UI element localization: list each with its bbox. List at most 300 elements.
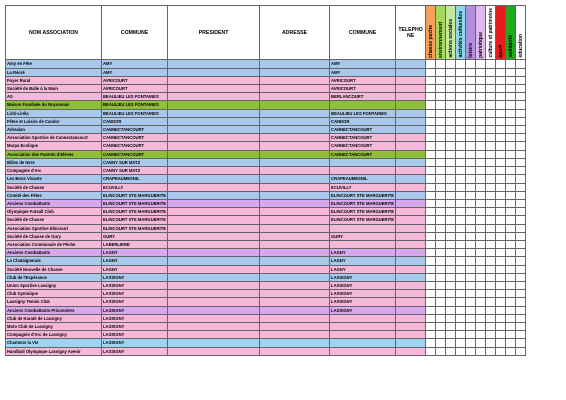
category-check-cell [426, 150, 436, 158]
category-check-cell [486, 85, 496, 93]
category-check-cell [516, 134, 526, 142]
category-check-cell [456, 306, 466, 314]
category-check-cell [516, 331, 526, 339]
category-check-cell [476, 290, 486, 298]
address-cell [260, 60, 330, 68]
address-cell [260, 232, 330, 240]
category-check-cell [446, 101, 456, 109]
president-cell [168, 322, 260, 330]
commune-address-cell [330, 224, 396, 232]
category-check-cell [466, 273, 476, 281]
category-check-cell [446, 150, 456, 158]
category-check-cell [516, 175, 526, 183]
association-name: Chantons la Vie [6, 339, 102, 347]
commune-address-cell [330, 158, 396, 166]
category-check-cell [516, 314, 526, 322]
category-check-cell [486, 290, 496, 298]
category-check-cell [496, 208, 506, 216]
category-check-cell [436, 85, 446, 93]
president-cell [168, 199, 260, 207]
table-row [6, 290, 526, 298]
table-row [6, 240, 526, 248]
president-cell [168, 183, 260, 191]
category-check-cell [446, 142, 456, 150]
commune-address-cell: LASSIGNY [330, 290, 396, 298]
category-check-cell [426, 224, 436, 232]
category-check-cell [456, 331, 466, 339]
category-check-cell [496, 257, 506, 265]
association-name: Fêtes et Loisirs de Candor [6, 117, 102, 125]
category-check-cell [466, 150, 476, 158]
table-row [6, 76, 526, 84]
category-check-cell [426, 126, 436, 134]
association-name: Anciens Combattants [6, 199, 102, 207]
commune-cell: CANNY SUR MATZ [102, 158, 168, 166]
president-cell [168, 158, 260, 166]
commune-cell: LASSIGNY [102, 314, 168, 322]
category-check-cell [426, 281, 436, 289]
category-check-cell [506, 76, 516, 84]
category-check-cell [506, 224, 516, 232]
category-check-cell [486, 142, 496, 150]
category-check-cell [476, 85, 486, 93]
category-check-cell [506, 60, 516, 68]
address-cell [260, 216, 330, 224]
president-cell [168, 126, 260, 134]
category-check-cell [486, 134, 496, 142]
category-check-cell [436, 290, 446, 298]
category-check-cell [506, 85, 516, 93]
category-check-cell [506, 117, 516, 125]
category-check-cell [446, 199, 456, 207]
commune-cell: CANDOR [102, 117, 168, 125]
category-check-cell [426, 257, 436, 265]
category-check-cell [446, 85, 456, 93]
table-row [6, 60, 526, 68]
category-check-cell [506, 281, 516, 289]
category-check-cell [506, 347, 516, 355]
association-name: Association des Parents d'Elèves [6, 150, 102, 158]
category-check-cell [446, 249, 456, 257]
category-check-cell [426, 208, 436, 216]
association-name: Club Gymnique [6, 290, 102, 298]
category-check-cell [506, 249, 516, 257]
category-check-cell [466, 117, 476, 125]
category-check-cell [436, 314, 446, 322]
category-check-cell [506, 199, 516, 207]
commune-address-cell [330, 101, 396, 109]
table-row [6, 249, 526, 257]
category-check-cell [456, 109, 466, 117]
category-check-cell [506, 240, 516, 248]
category-check-cell [446, 134, 456, 142]
category-check-cell [496, 150, 506, 158]
commune-cell: BEAULIEU LES FONTAINES [102, 101, 168, 109]
president-cell [168, 93, 260, 101]
category-check-cell [446, 183, 456, 191]
table-row [6, 183, 526, 191]
category-check-cell [436, 134, 446, 142]
category-check-cell [446, 93, 456, 101]
president-cell [168, 281, 260, 289]
category-check-cell [476, 150, 486, 158]
category-check-cell [426, 109, 436, 117]
president-cell [168, 216, 260, 224]
category-check-cell [466, 76, 476, 84]
category-check-cell [476, 183, 486, 191]
category-check-cell [426, 68, 436, 76]
president-cell [168, 232, 260, 240]
category-check-cell [446, 126, 456, 134]
category-check-cell [466, 142, 476, 150]
category-check-cell [426, 314, 436, 322]
category-check-cell [506, 306, 516, 314]
category-check-cell [486, 265, 496, 273]
commune-cell: LASSIGNY [102, 273, 168, 281]
address-cell [260, 273, 330, 281]
table-row [6, 331, 526, 339]
category-check-cell [496, 167, 506, 175]
category-check-cell [436, 208, 446, 216]
header-president: PRESIDENT [168, 6, 260, 60]
category-check-cell [436, 339, 446, 347]
category-check-cell [476, 167, 486, 175]
address-cell [260, 117, 330, 125]
phone-cell [396, 331, 426, 339]
phone-cell [396, 76, 426, 84]
association-name: Anciens Combattants-Prisonniers [6, 306, 102, 314]
category-check-cell [516, 167, 526, 175]
phone-cell [396, 273, 426, 281]
category-check-cell [456, 257, 466, 265]
category-check-cell [426, 199, 436, 207]
category-check-cell [496, 249, 506, 257]
phone-cell [396, 68, 426, 76]
category-check-cell [486, 76, 496, 84]
table-row [6, 314, 526, 322]
category-check-cell [506, 298, 516, 306]
category-check-cell [456, 208, 466, 216]
address-cell [260, 208, 330, 216]
category-check-cell [426, 158, 436, 166]
header-commune-2: COMMUNE [330, 6, 396, 60]
category-check-cell [486, 347, 496, 355]
header-category-patriotique [476, 6, 486, 60]
category-check-cell [446, 175, 456, 183]
category-check-cell [496, 117, 506, 125]
header-category-culture-patrimoine [486, 6, 496, 60]
category-check-cell [486, 257, 496, 265]
category-check-cell [426, 85, 436, 93]
category-check-cell [476, 224, 486, 232]
category-check-cell [486, 175, 496, 183]
category-check-cell [426, 322, 436, 330]
president-cell [168, 314, 260, 322]
header-category-activites-culturelles [456, 6, 466, 60]
category-check-cell [486, 208, 496, 216]
category-check-cell [466, 68, 476, 76]
category-check-cell [456, 134, 466, 142]
president-cell [168, 117, 260, 125]
association-name: Liriti-Liréla [6, 109, 102, 117]
category-check-cell [476, 191, 486, 199]
commune-address-cell: GURY [330, 232, 396, 240]
category-check-cell [456, 85, 466, 93]
category-check-cell [466, 158, 476, 166]
category-check-cell [476, 60, 486, 68]
category-check-cell [516, 216, 526, 224]
category-check-cell [516, 347, 526, 355]
address-cell [260, 257, 330, 265]
table-row [6, 281, 526, 289]
category-check-cell [446, 240, 456, 248]
table-row [6, 93, 526, 101]
address-cell [260, 339, 330, 347]
category-check-cell [426, 142, 436, 150]
association-name: Les Bons Vivants [6, 175, 102, 183]
commune-cell: AMY [102, 60, 168, 68]
category-check-cell [506, 101, 516, 109]
category-check-cell [486, 167, 496, 175]
category-check-cell [436, 117, 446, 125]
phone-cell [396, 322, 426, 330]
president-cell [168, 60, 260, 68]
category-check-cell [426, 298, 436, 306]
header-category-solidarite [506, 6, 516, 60]
category-check-cell [476, 93, 486, 101]
category-check-cell [516, 158, 526, 166]
association-name: Amy en Fête [6, 60, 102, 68]
commune-address-cell [330, 339, 396, 347]
category-check-cell [506, 339, 516, 347]
phone-cell [396, 232, 426, 240]
category-check-cell [496, 273, 506, 281]
category-check-cell [456, 150, 466, 158]
table-row [6, 126, 526, 134]
category-check-cell [506, 142, 516, 150]
category-check-cell [476, 117, 486, 125]
commune-cell: LABERLIERE [102, 240, 168, 248]
address-cell [260, 224, 330, 232]
commune-address-cell: AMY [330, 60, 396, 68]
commune-cell: LAGNY [102, 249, 168, 257]
category-check-cell [456, 314, 466, 322]
category-check-cell [436, 60, 446, 68]
category-check-cell [436, 331, 446, 339]
category-check-cell [506, 183, 516, 191]
category-check-cell [466, 265, 476, 273]
category-check-cell [446, 232, 456, 240]
category-check-cell [486, 249, 496, 257]
category-check-cell [516, 183, 526, 191]
association-name: Compagnie d'Arc [6, 167, 102, 175]
header-category-education [516, 6, 526, 60]
category-check-cell [486, 191, 496, 199]
category-check-cell [476, 281, 486, 289]
category-check-cell [426, 191, 436, 199]
category-check-cell [506, 232, 516, 240]
category-check-cell [506, 257, 516, 265]
category-check-cell [496, 93, 506, 101]
category-check-cell [436, 68, 446, 76]
category-check-cell [456, 158, 466, 166]
commune-cell: GURY [102, 232, 168, 240]
category-check-cell [446, 281, 456, 289]
category-check-cell [436, 306, 446, 314]
category-check-cell [456, 265, 466, 273]
category-check-cell [466, 175, 476, 183]
category-check-cell [476, 265, 486, 273]
association-name: Société de Balle à la Main [6, 85, 102, 93]
category-check-cell [456, 199, 466, 207]
association-name: Association Sportive Elincourt [6, 224, 102, 232]
category-check-cell [426, 232, 436, 240]
category-check-cell [476, 339, 486, 347]
phone-cell [396, 158, 426, 166]
category-check-cell [446, 191, 456, 199]
category-check-cell [476, 76, 486, 84]
address-cell [260, 191, 330, 199]
category-check-cell [466, 331, 476, 339]
phone-cell [396, 290, 426, 298]
commune-cell: LASSIGNY [102, 331, 168, 339]
table-row [6, 101, 526, 109]
commune-cell: LASSIGNY [102, 322, 168, 330]
category-check-cell [446, 331, 456, 339]
category-check-cell [506, 158, 516, 166]
category-check-cell [456, 339, 466, 347]
category-check-cell [436, 76, 446, 84]
category-check-cell [446, 216, 456, 224]
commune-address-cell: ELINCOURT STE MARGUERITE [331, 217, 395, 223]
category-check-cell [456, 232, 466, 240]
header-category-label: éducation [517, 33, 524, 58]
category-check-cell [426, 273, 436, 281]
category-check-cell [436, 191, 446, 199]
president-cell [168, 68, 260, 76]
category-check-cell [446, 109, 456, 117]
phone-cell [396, 142, 426, 150]
category-check-cell [486, 216, 496, 224]
president-cell [168, 109, 260, 117]
category-check-cell [486, 331, 496, 339]
category-check-cell [496, 134, 506, 142]
category-check-cell [456, 240, 466, 248]
category-check-cell [446, 265, 456, 273]
category-check-cell [516, 322, 526, 330]
category-check-cell [436, 93, 446, 101]
header-category-label: patriotique [477, 31, 484, 58]
category-check-cell [516, 208, 526, 216]
category-check-cell [516, 298, 526, 306]
category-check-cell [446, 76, 456, 84]
category-check-cell [466, 339, 476, 347]
president-cell [168, 339, 260, 347]
category-check-cell [466, 93, 476, 101]
category-check-cell [476, 331, 486, 339]
table-row [6, 257, 526, 265]
category-check-cell [516, 150, 526, 158]
association-table [5, 5, 526, 356]
commune-address-cell: CANNECTANCOURT [330, 150, 396, 158]
category-check-cell [496, 265, 506, 273]
president-cell [168, 150, 260, 158]
category-check-cell [516, 240, 526, 248]
category-check-cell [496, 216, 506, 224]
president-cell [168, 290, 260, 298]
table-body [6, 60, 526, 355]
commune-address-cell: ELINCOURT STE MARGUERITE [331, 192, 395, 198]
category-check-cell [496, 199, 506, 207]
phone-cell [396, 175, 426, 183]
category-check-cell [476, 257, 486, 265]
category-check-cell [456, 142, 466, 150]
address-cell [260, 290, 330, 298]
table-row [6, 322, 526, 330]
address-cell [260, 265, 330, 273]
category-check-cell [496, 347, 506, 355]
commune-address-cell: AVRICOURT [330, 76, 396, 84]
category-check-cell [496, 298, 506, 306]
category-check-cell [456, 216, 466, 224]
phone-cell [396, 257, 426, 265]
category-check-cell [426, 76, 436, 84]
address-cell [260, 322, 330, 330]
category-check-cell [506, 68, 516, 76]
header-category-loisirs [466, 6, 476, 60]
category-check-cell [506, 134, 516, 142]
phone-cell [396, 167, 426, 175]
category-check-cell [516, 101, 526, 109]
association-sheet [5, 5, 526, 356]
commune-cell: ELINCOURT STE MARGUERITE [103, 192, 167, 198]
commune-cell: LASSIGNY [102, 306, 168, 314]
category-check-cell [476, 249, 486, 257]
category-check-cell [506, 167, 516, 175]
category-check-cell [436, 109, 446, 117]
category-check-cell [466, 257, 476, 265]
address-cell [260, 68, 330, 76]
commune-address-cell: CANNECTANCOURT [330, 142, 396, 150]
phone-cell [396, 199, 426, 207]
table-row [6, 232, 526, 240]
header-category-actions-sociales [446, 6, 456, 60]
category-check-cell [466, 183, 476, 191]
category-check-cell [436, 257, 446, 265]
category-check-cell [466, 347, 476, 355]
category-check-cell [506, 265, 516, 273]
category-check-cell [436, 281, 446, 289]
category-check-cell [476, 240, 486, 248]
commune-cell: ELINCOURT STE MARGUERITE [103, 200, 167, 206]
commune-address-cell: AVRICOURT [330, 85, 396, 93]
category-check-cell [456, 126, 466, 134]
president-cell [168, 175, 260, 183]
category-check-cell [496, 191, 506, 199]
category-check-cell [466, 208, 476, 216]
category-check-cell [446, 60, 456, 68]
category-check-cell [426, 306, 436, 314]
category-check-cell [476, 68, 486, 76]
category-check-cell [466, 167, 476, 175]
category-check-cell [516, 117, 526, 125]
category-check-cell [496, 109, 506, 117]
header-category-label: sport [497, 44, 504, 58]
table-row [6, 347, 526, 355]
category-check-cell [486, 322, 496, 330]
category-check-cell [446, 257, 456, 265]
category-check-cell [466, 249, 476, 257]
